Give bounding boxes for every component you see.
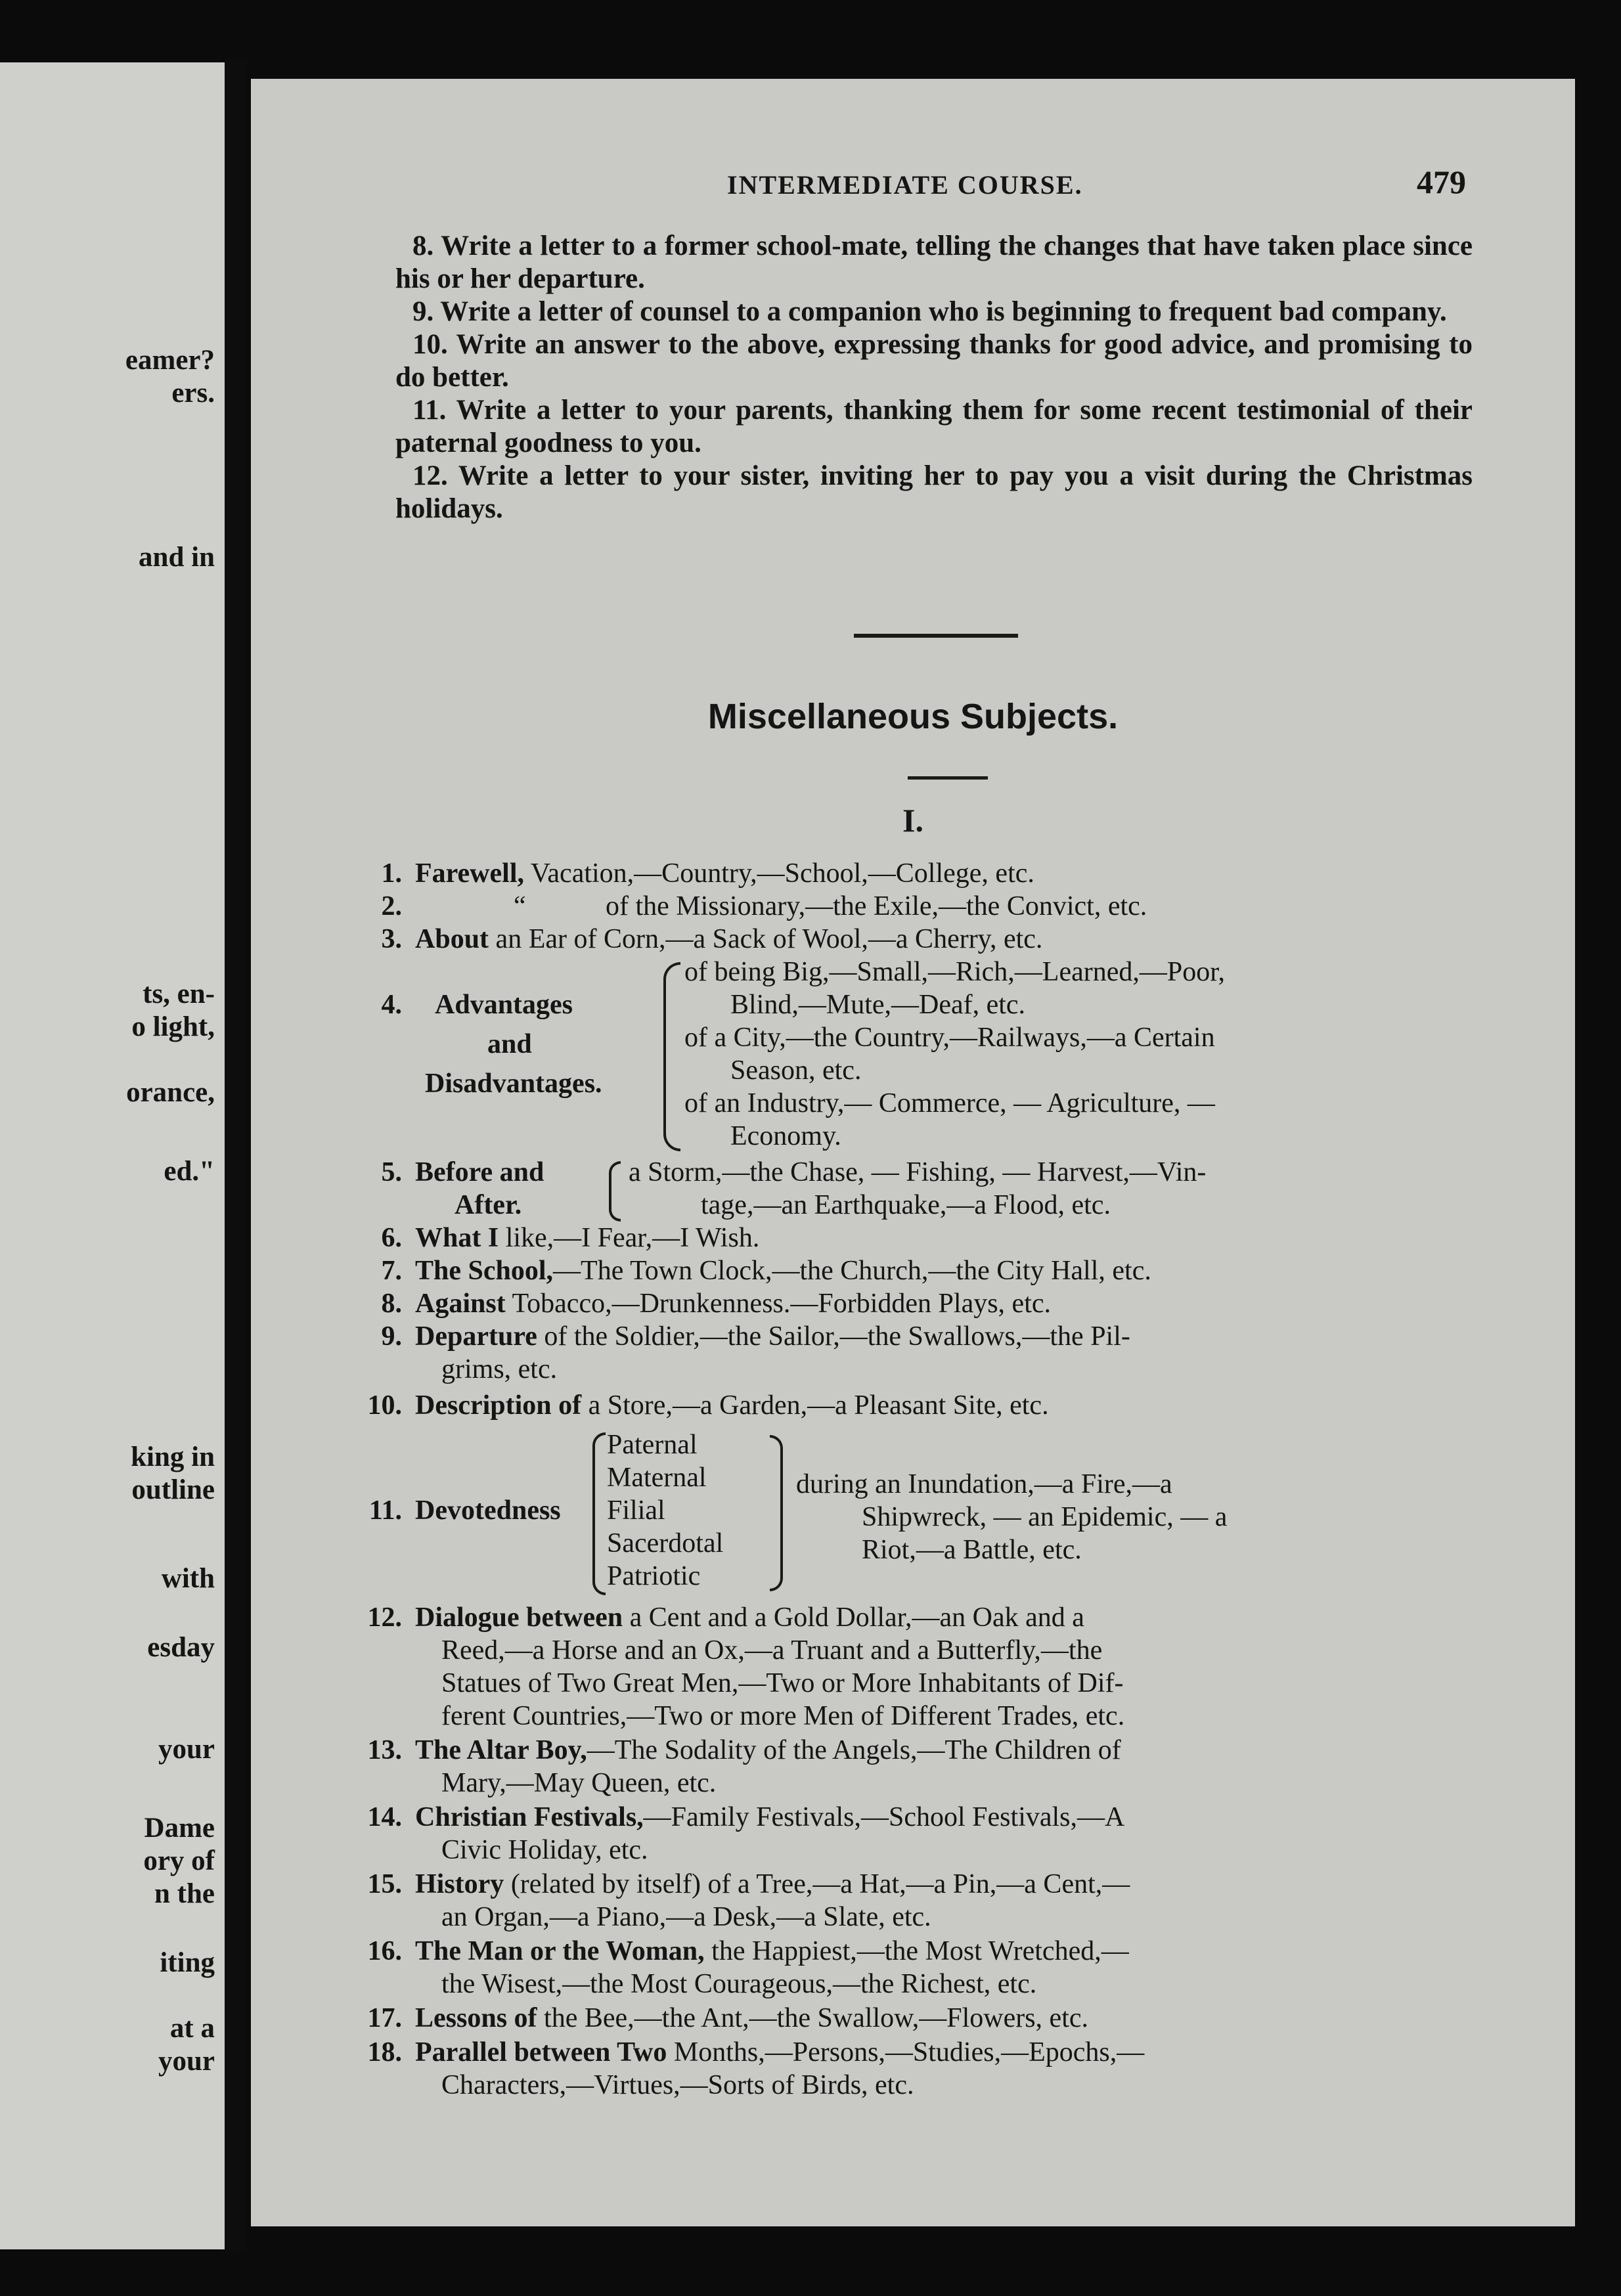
section-number: I.	[902, 802, 923, 839]
subject-item: 9. Departure of the Soldier,—the Sailor,—the Swallows,—the Pil- grims, etc.	[381, 1321, 1130, 1384]
exercise-item: 11. Write a letter to your parents, thanking them for some recent testimonial of their paternal goodness to you.	[395, 395, 1473, 458]
exercise-item: 8. Write a letter to a former school-mate, telling the changes that have taken place since his or her departure.	[395, 231, 1473, 294]
section-title: Miscellaneous Subjects.	[707, 697, 1119, 736]
exercise-list	[395, 230, 1473, 525]
left-fragment: outline	[131, 1474, 215, 1505]
subject-item: 18. Parallel between Two Months,—Persons,—Studies,—Epochs,— Characters,—Virtues,—Sorts of Birds, etc.	[367, 2037, 1145, 2100]
left-fragment: ts, en-	[143, 979, 215, 1009]
left-fragment: o light,	[131, 1011, 215, 1042]
exercise-item: 9. Write a letter of counsel to a companion who is beginning to frequent bad company.	[412, 296, 1447, 327]
title-underline	[908, 776, 988, 780]
left-page-edge	[0, 62, 233, 2249]
subject-item: 15. History (related by itself) of a Tree,—a Hat,—a Pin,—a Cent,— an Organ,—a Piano,—a Desk,—a Slate, etc.	[367, 1869, 1130, 1932]
left-fragment: king in	[131, 1442, 215, 1472]
subject-item: 14. Christian Festivals,—Family Festivals,—School Festivals,—A Civic Holiday, etc.	[367, 1802, 1125, 1865]
left-fragment: ory of	[143, 1845, 215, 1876]
left-fragment: n the	[154, 1878, 215, 1909]
left-fragment: ed."	[164, 1156, 215, 1187]
subject-item: 16. The Man or the Woman, the Happiest,—the Most Wretched,— the Wisest,—the Most Courageous,—the Richest, etc.	[367, 1936, 1129, 1999]
left-fragment: orance,	[126, 1077, 215, 1108]
left-fragment: and in	[139, 542, 215, 573]
left-fragment: ers.	[171, 378, 215, 408]
subject-item: 11. Devotedness Paternal Maternal Filial Sacerdotal Patriotic during an Inundation,—a Fire,—a Shipwreck, — an Epidemic, — a Riot,—a Battle, etc.	[349, 1428, 1479, 1599]
exercise-item: 10. Write an answer to the above, expressing thanks for good advice, and promising to do better.	[395, 329, 1473, 393]
left-fragment: your	[158, 1734, 215, 1765]
left-fragment: your	[158, 2046, 215, 2077]
page-number: 479	[1417, 164, 1466, 200]
left-brace	[663, 962, 680, 1151]
exercise-item: 12. Write a letter to your sister, inviting her to pay you a visit during the Christmas holidays.	[395, 460, 1473, 524]
left-brace	[609, 1161, 621, 1222]
right-brace	[770, 1435, 783, 1591]
left-fragment: with	[161, 1563, 215, 1594]
subject-item: 5. Before and After. a Storm,—the Chase, — Fishing, — Harvest,—Vin- tage,—an Earthquake,—a Flood, etc.	[381, 1157, 1207, 1220]
subject-item: 12. Dialogue between a Cent and a Gold Dollar,—an Oak and a Reed,—a Horse and an Ox,—a Truant and a Butterfly,—the Statues of Two Great Men,—Two or More Inhabitants of Dif- ferent Countries,—Two or more Men of Different Trades, etc.	[367, 1602, 1125, 1731]
left-fragment: iting	[160, 1947, 215, 1978]
section-divider	[854, 634, 1018, 638]
left-fragment: at a	[169, 2013, 215, 2044]
subject-item: 13. The Altar Boy,—The Sodality of the Angels,—The Children of Mary,—May Queen, etc.	[367, 1735, 1121, 1798]
left-brace	[592, 1432, 606, 1595]
left-fragment: Dame	[144, 1813, 215, 1843]
book-page: INTERMEDIATE COURSE. 479 8. Write a letter to a former school-mate, telling the changes that have taken place since his or her departure. 9. Write a letter of counsel to a companion who is beginning to frequent bad company. 10. Write an answer to the above, expressing thanks for good advice, and promising to do better. 11. Write a letter to your parents, thanking them for some recent testimonial of their paternal goodness to you. 12. Write a letter to your sister, inviting her to pay you a visit during the Christmas holidays. Miscellaneous Subjects. I. 1. Farewell, Vacation,—Country,—School,—College, etc. 2. “ of the Missionary,—the Exile,—the Convict, etc. 3. About an Ear of Corn,—a Sack of Wool,—a Cherry, etc. 4. Advantages and Disadvantages. of being Big,—Small,—Rich,—Learned,—Poor, Blind,—Mute,—Deaf, etc. of a City,—the Country,—Railways,—a Certain Season, etc. of an Industry,— Commerce, — Agriculture, — Economy. 5. Before and After. a Storm,—the Chase, — Fishing, — Harvest,—Vin- tage,—an Earthquake,—a Flood, etc. 6. What I like,—I Fear,—I Wish. 7. The School,—The Town Clock,—the Church,—the City Hall, etc. 8. Against Tobacco,—Drunkenness.—Forbidden Plays, etc. 9. Departure of the Soldier,—the Sailor,—the Swallows,—the Pil- grims, etc. 10. Description of a Store,—a Garden,—a Pleasant Site, etc. 11. Devotedness Paternal Maternal Filial Sacerdotal Patriotic during an Inundation,—a Fire,—a Shipwreck, — an Epidemic, — a Riot,—a Battle, etc. 12. Dialogue between a Cent and a Gold Dollar,—an Oak and a Reed,—a Horse and an Ox,—a Truant and a Butterfly,—the Statues of Two Great Men,—Two or More Inhabitants of Dif- ferent Countries,—Two or more Men of Different Trades, etc. 13. The Altar Boy,—The Sodality of the Angels,—The Children of Mary,—May Queen, etc. 14. Christian Festivals,—Family Festivals,—School Festivals,—A Civic Holiday, etc. 15. History (related by itself) of a Tree,—a Hat,—a Pin,—a Cent,— an Organ,—a Piano,—a Desk,—a Slate, etc. 16. The Man or the Woman, the Happiest,—the Most Wretched,— the Wisest,—the Most Courageous,—the Richest, etc. 17. Lessons of the Bee,—the Ant,—the Swallow,—Flowers, etc. 18. Parallel between Two Months,—Persons,—Studies,—Epochs,— Characters,—Virtues,—Sorts of Birds, etc.	[251, 79, 1575, 2226]
running-head: INTERMEDIATE COURSE.	[727, 170, 1083, 200]
left-fragment: esday	[147, 1632, 215, 1663]
left-fragment: eamer?	[125, 345, 215, 376]
book-spine	[225, 59, 247, 2253]
subject-item: 4. Advantages and Disadvantages. of being Big,—Small,—Rich,—Learned,—Poor, Blind,—Mute,—Deaf, etc. of a City,—the Country,—Railways,—a Certain Season, etc. of an Industry,— Commerce, — Agriculture, — Economy.	[381, 957, 1226, 1151]
